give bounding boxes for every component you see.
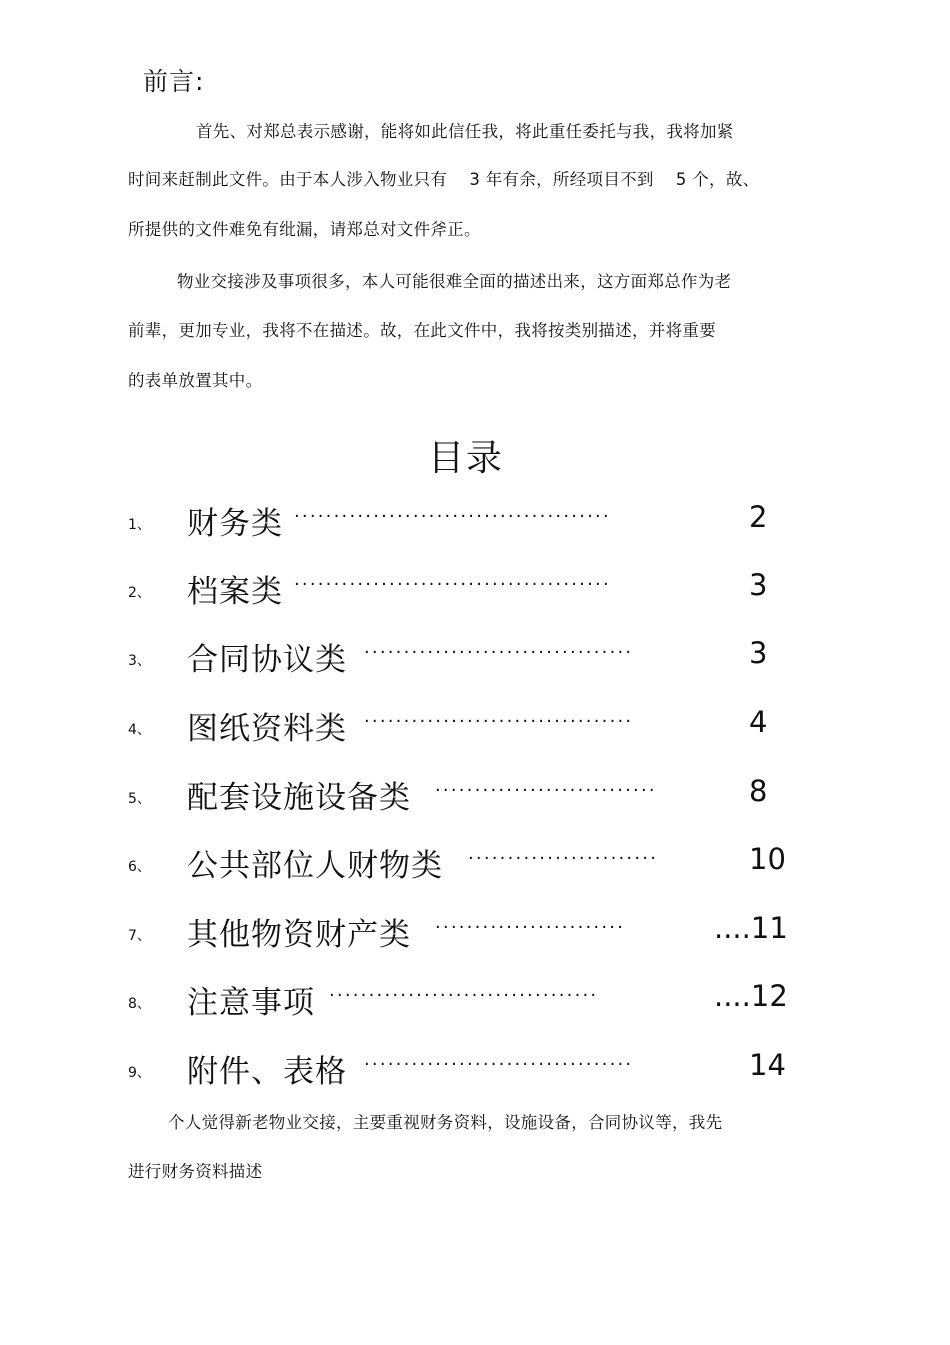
toc-entry-number: 4、 <box>128 722 151 738</box>
toc-entry-number: 2、 <box>128 585 151 601</box>
toc-entry-number: 9、 <box>128 1065 151 1081</box>
toc-entry-page: 3 <box>749 568 768 602</box>
toc-entry-page: 2 <box>749 500 768 534</box>
toc-entry[interactable] <box>0 494 950 544</box>
toc-entry-label: 合同协议类 <box>187 642 347 678</box>
toc-entry-leader: ·································· <box>364 1054 634 1075</box>
toc-entry-leader: ·································· <box>364 642 634 663</box>
toc-entry[interactable] <box>0 973 950 1023</box>
toc-entry-label: 财务类 <box>187 506 283 542</box>
preface-line-6: 的表单放置其中。 <box>128 371 263 390</box>
toc-entry-page: ....11 <box>714 911 788 945</box>
preface-line-2: 时间来赶制此文件。由于本人涉入物业只有 3 年有余，所经项目不到 5 个，故、 <box>128 170 760 189</box>
toc-entry-number: 3、 <box>128 653 151 669</box>
toc-entry-label: 配套设施设备类 <box>187 780 411 816</box>
toc-entry-page: ....12 <box>714 979 788 1013</box>
closing-line-2: 进行财务资料描述 <box>128 1162 263 1181</box>
toc-entry-label: 注意事项 <box>187 985 315 1021</box>
toc-entry[interactable] <box>0 836 950 886</box>
toc-entry-page: 10 <box>749 842 786 876</box>
toc-entry-label: 其他物资财产类 <box>187 917 411 953</box>
toc-entry-leader: ·································· <box>329 985 599 1006</box>
toc-entry-leader: ·································· <box>364 711 634 732</box>
toc-entry-leader: ···························· <box>435 780 657 801</box>
toc-entry[interactable] <box>0 768 950 818</box>
toc-entry-label: 公共部位人财物类 <box>187 848 443 884</box>
toc-entry[interactable] <box>0 630 950 680</box>
toc-entry[interactable] <box>0 905 950 955</box>
preface-line-5: 前辈，更加专业，我将不在描述。故，在此文件中，我将按类别描述，并将重要 <box>128 321 716 340</box>
toc-entry-page: 3 <box>749 636 768 670</box>
toc-entry-label: 档案类 <box>187 574 283 610</box>
toc-entry-label: 附件、表格 <box>187 1054 347 1090</box>
toc-entry-page: 8 <box>749 774 768 808</box>
toc-entry-leader: ························ <box>468 848 659 869</box>
toc-entry[interactable] <box>0 1042 950 1092</box>
toc-entry[interactable] <box>0 562 950 612</box>
toc-entry-number: 7、 <box>128 928 151 944</box>
toc-entry-number: 8、 <box>128 996 151 1012</box>
closing-line-1: 个人觉得新老物业交接，主要重视财务资料，设施设备，合同协议等，我先 <box>168 1113 723 1132</box>
toc-entry[interactable] <box>0 699 950 749</box>
toc-entry-number: 5、 <box>128 791 151 807</box>
toc-entry-leader: ········································ <box>294 506 611 527</box>
toc-entry-number: 6、 <box>128 859 151 875</box>
toc-entry-number: 1、 <box>128 517 151 533</box>
preface-line-3: 所提供的文件难免有纰漏，请郑总对文件斧正。 <box>128 220 481 239</box>
preface-title: 前言: <box>143 67 205 96</box>
toc-entry-label: 图纸资料类 <box>187 711 347 747</box>
toc-entry-leader: ························ <box>435 917 626 938</box>
toc-entry-page: 14 <box>749 1048 786 1082</box>
toc-title: 目录 <box>427 438 504 479</box>
toc-entry-leader: ········································ <box>294 574 611 595</box>
toc-entry-page: 4 <box>749 705 768 739</box>
preface-line-4: 物业交接涉及事项很多，本人可能很难全面的描述出来，这方面郑总作为老 <box>177 272 732 291</box>
preface-line-1: 首先、对郑总表示感谢，能将如此信任我，将此重任委托与我，我将加紧 <box>196 122 734 141</box>
